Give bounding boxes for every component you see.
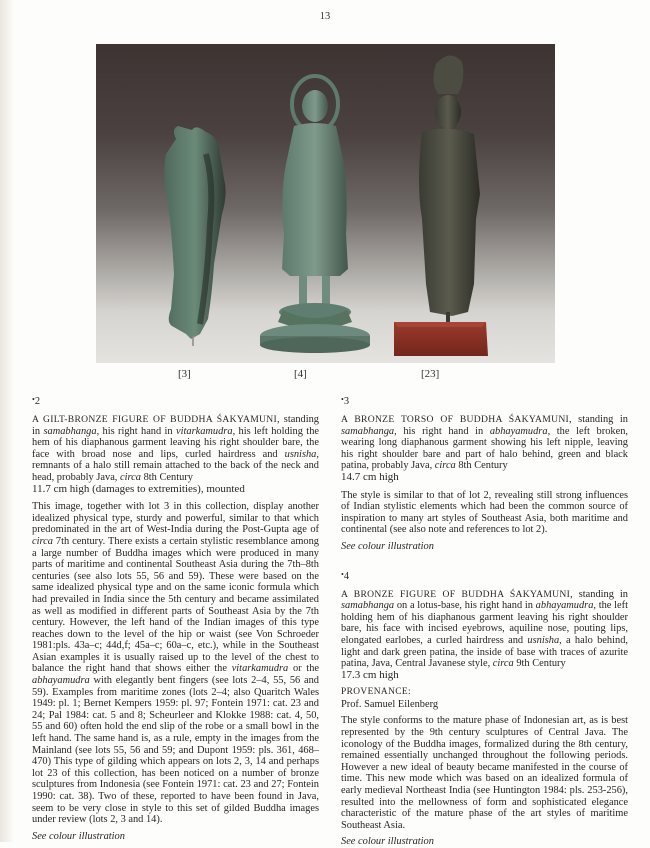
figure-23-bodhisattva (394, 55, 488, 356)
sculpture-photograph (96, 44, 555, 363)
lot-4-entry (341, 569, 628, 848)
lot-dimensions: 14.7 cm high (341, 470, 399, 483)
bronze-figures-illustration (96, 44, 555, 363)
lot-dimensions: 17.3 cm high (341, 668, 399, 681)
lot-title: A BRONZE TORSO OF BUDDHA ŚAKYAMUNI (341, 414, 570, 425)
book-gutter-shadow (0, 0, 14, 842)
lot-description: A BRONZE TORSO OF BUDDHA ŚAKYAMUNI, standing in samabhanga, his right hand in abhayamudra, the left broken, wearing long diaphanous garment showing his left nipple, leaving his right shoulder bare and part of halo behind, green and black patina, probably Java, circa 8th Century (341, 414, 628, 472)
caption-lot-23: [23] (421, 368, 440, 380)
lot-number: •3 (341, 395, 350, 407)
bullet-marker: • (341, 569, 344, 579)
photo-captions (0, 368, 650, 382)
provenance-value: Prof. Samuel Eilenberg (341, 698, 439, 710)
see-colour-illustration-link[interactable]: See colour illustration (341, 540, 434, 552)
lot-2-entry (32, 394, 319, 842)
lot-essay: The style conforms to the mature phase of Indonesian art, as is best represented by the 9th century sculptures of Central Java. The iconology of the Buddha images, formalized during the 8th century, remained essentially unchanged throughout the following periods. However a new ideal of beauty became manifested in the course of time. This new mode which was based on an idealized formula of early medieval Northeast India (see Huntington 1984: pls. 253-256), resulted into the mellowness of form and sophisticated elegance characteristic of the mature phase of the art styles of maritime Southeast Asia. (341, 715, 628, 831)
lot-dimensions: 11.7 cm high (damages to extremities), mounted (32, 482, 245, 495)
caption-lot-4: [4] (294, 368, 307, 380)
lot-3-entry (341, 394, 628, 553)
lot-description: A GILT-BRONZE FIGURE OF BUDDHA ŚAKYAMUNI, standing in samabhanga, his right hand in vitarkamudra, his left holding the hem of his diaphanous garment leaving his right shoulder bare, the face with broad nose and lips, curled hairdress and usnisha, remnants of a halo still remain attached to the back of the neck and head, probably Java, circa 8th Century (32, 414, 319, 483)
lot-number: •2 (32, 395, 41, 407)
figure-4-buddha (260, 76, 370, 353)
see-colour-illustration-link[interactable]: See colour illustration (32, 830, 125, 842)
lot-title: A BRONZE FIGURE OF BUDDHA ŚAKYAMUNI (341, 588, 571, 600)
bullet-marker: • (341, 395, 344, 404)
figure-3-torso (164, 126, 225, 346)
caption-lot-3: [3] (178, 368, 191, 380)
right-column (341, 394, 628, 848)
lot-number: •4 (341, 569, 350, 582)
lot-essay: This image, together with lot 3 in this collection, display another idealized physical type, sturdy and powerful, similar to that which predominated in the art of West-India during the Post-Gupta age of circa 7th century. There exists a certain stylistic resemblance among a large number of Buddha images which were produced in many parts of maritime and continental Southeast Asia during the 7th–8th centuries (see also lots 55, 56 and 59). These were based on the same idealized physical type and on the same iconic formula which had prevailed in India since the 5th century and became assimilated as well as modified in different parts of Southeast Asia by the 7th century. However, the left hand of the Indian images of this type reaches down to the level of the hip or waist (see Von Schroeder 1981:pls. 43a–c; 44d,f; 45a–c; 60a–c, etc.), while in the Southeast Asian examples it is usually raised up to the level of the chest to balance the right hand that shows either the vitarkamudra or the abhayamudra with elegantly bent fingers (see lots 2–4, 55, 56 and 59). Examples from maritime zones (lots 2–4; also Quaritch Wales 1949: pl. 1; Bernet Kempers 1959: pl. 97; Fontein 1971: cat. 23 and 24; Pal 1984: cat. 5 and 8; Scheurleer and Klokke 1988: cat. 4, 50, 55 and 60) often hold the end slip of the robe or a small bowl in the left hand. The same hand is, as a rule, empty in the images from the Mainland (see lots 55, 56 and 59; and Dupont 1959: pls. 361, 468–470) This type of gilding which appears on lots 2, 3, 14 and perhaps lot 23 of this collection, has been noticed on a number of bronze sculptures from Indonesia (see Fontein 1971: cat. 23 and 27; Fontein 1990: cat. 38). Two of these, reported to have been found in Java, seem to be very close in style to this set of gilded Buddha images under review (lots 2, 3 and 14). (32, 501, 319, 826)
lot-title: A GILT-BRONZE FIGURE OF BUDDHA ŚAKYAMUNI (32, 414, 277, 425)
provenance-label: PROVENANCE: (341, 687, 412, 698)
lot-description: A BRONZE FIGURE OF BUDDHA ŚAKYAMUNI, standing in samabhanga on a lotus-base, his right hand in abhayamudra, the left holding hem of his diaphanous garment leaving his right shoulder bare, his face with incised eyebrows, aquiline nose, pouting lips, elongated earlobes, a curled hairdress and usnisha, a halo behind, light and dark green patina, the inside of base with traces of azurite patina, Java, Central Javanese style, circa 9th Century (341, 588, 628, 670)
page-number: 13 (319, 11, 331, 22)
bullet-marker: • (32, 395, 35, 404)
lot-essay: The style is similar to that of lot 2, revealing still strong influences of Indian stylistic elements which had been the common source of inspiration to many art styles of Southeast Asia, both maritime and continental (see also note and references to lot 2). (341, 489, 628, 536)
see-colour-illustration-link[interactable]: See colour illustration (341, 836, 434, 848)
